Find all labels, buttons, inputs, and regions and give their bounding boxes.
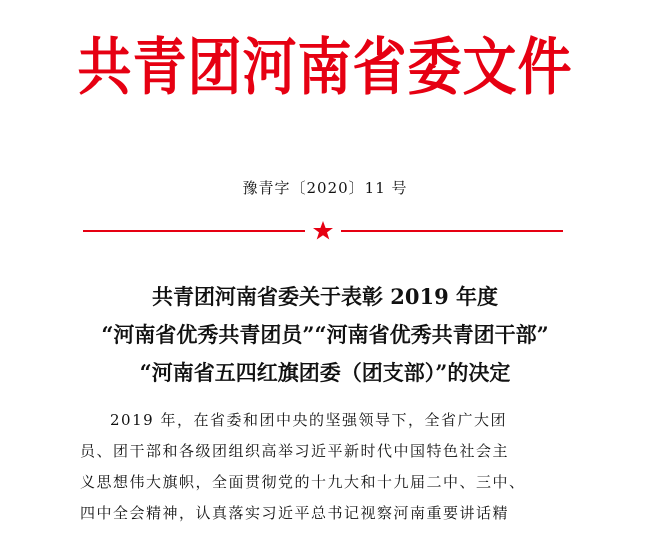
divider-line-right: [341, 230, 563, 232]
document-number: 豫青字〔2020〕11 号: [242, 179, 408, 197]
title-line: “河南省优秀共青团员”“河南省优秀共青团干部”: [101, 322, 549, 347]
body-line: 义思想伟大旗帜，全面贯彻党的十九大和十九届二中、三中、: [80, 473, 526, 491]
divider-line-left: [83, 230, 305, 232]
body-line: 2019 年，在省委和团中央的坚强领导下，全省广大团: [110, 411, 507, 429]
document-title: [0, 278, 650, 392]
star-icon: [305, 220, 341, 242]
body-line: 四中全会精神，认真落实习近平总书记视察河南重要讲话精: [80, 504, 510, 522]
title-line: 共青团河南省委关于表彰 2019 年度: [151, 284, 499, 309]
red-divider: [83, 220, 563, 244]
document-body: [80, 405, 564, 529]
body-line: 员、团干部和各级团组织高举习近平新时代中国特色社会主: [80, 442, 510, 460]
title-line: “河南省五四红旗团委（团支部）”的决定: [139, 360, 511, 385]
document-header-title: 共青团河南省委文件: [77, 31, 573, 104]
